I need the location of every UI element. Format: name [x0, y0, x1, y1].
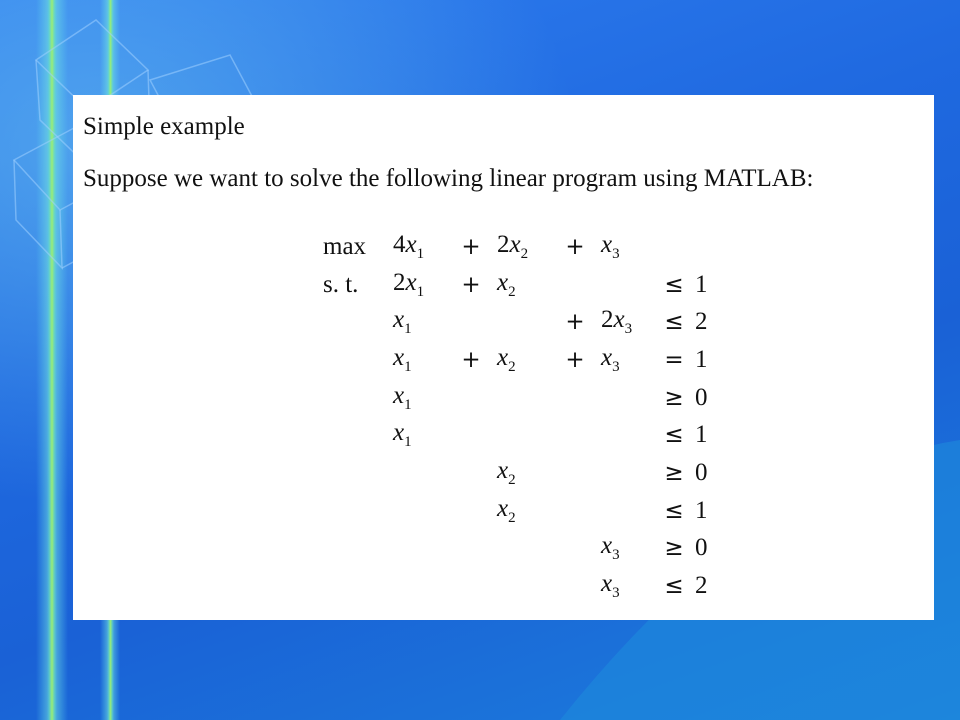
operator — [449, 492, 493, 530]
term-x2 — [493, 530, 553, 568]
operator — [449, 454, 493, 492]
operator — [553, 454, 597, 492]
term-x1 — [389, 266, 449, 304]
term-x2 — [493, 492, 553, 530]
lp-row — [319, 379, 725, 417]
term-x3 — [597, 454, 657, 492]
row-label: s. t. — [323, 270, 359, 298]
linear-program-body — [319, 228, 725, 605]
variable: x — [393, 381, 405, 409]
term-x2 — [493, 341, 553, 379]
row-label — [319, 567, 389, 605]
row-label: max — [323, 232, 367, 260]
subscript: 2 — [508, 471, 516, 488]
rhs-value: 2 — [695, 308, 708, 336]
operator — [449, 303, 493, 341]
term-x1 — [389, 303, 449, 341]
operator — [553, 530, 597, 568]
rhs-value: 1 — [695, 496, 708, 524]
term-x3 — [597, 266, 657, 304]
relation: ≤ — [664, 573, 684, 600]
term-x1 — [389, 228, 449, 266]
lp-row — [319, 228, 725, 266]
row-label — [319, 379, 389, 417]
relation: ≤ — [664, 422, 684, 449]
variable: x — [393, 306, 405, 334]
operator — [553, 379, 597, 417]
variable: x — [497, 456, 509, 484]
coefficient: 2 — [393, 268, 406, 296]
row-label — [319, 416, 389, 454]
operator: + — [461, 271, 481, 298]
variable: x — [509, 230, 521, 258]
subscript: 3 — [612, 585, 620, 602]
variable: x — [613, 306, 625, 334]
term-x1 — [389, 492, 449, 530]
subscript: 3 — [612, 547, 620, 564]
term-x1 — [389, 341, 449, 379]
rhs-value: 1 — [695, 345, 708, 373]
term-x3 — [597, 567, 657, 605]
operator: + — [565, 346, 585, 373]
lp-row — [319, 266, 725, 304]
operator — [449, 416, 493, 454]
subscript: 3 — [624, 321, 633, 338]
operator — [553, 266, 597, 304]
subscript: 3 — [612, 358, 620, 375]
relation: = — [664, 346, 684, 373]
lp-row — [319, 341, 725, 379]
subscript: 1 — [416, 283, 425, 300]
operator — [553, 567, 597, 605]
coefficient: 2 — [497, 230, 510, 258]
variable: x — [601, 230, 613, 258]
operator: + — [461, 346, 481, 373]
operator: + — [461, 233, 481, 260]
term-x2 — [493, 567, 553, 605]
term-x1 — [389, 416, 449, 454]
term-x2 — [493, 228, 553, 266]
term-x3 — [597, 416, 657, 454]
relation: ≥ — [664, 535, 684, 562]
linear-program — [319, 228, 725, 605]
operator: + — [565, 309, 585, 336]
glow-stripe — [47, 0, 57, 720]
operator — [449, 530, 493, 568]
subscript: 2 — [520, 245, 529, 262]
row-label — [319, 303, 389, 341]
lp-row — [319, 303, 725, 341]
row-label — [319, 492, 389, 530]
variable: x — [601, 532, 613, 560]
subscript: 1 — [404, 396, 412, 413]
relation — [657, 228, 691, 266]
rhs-value: 1 — [695, 421, 708, 449]
relation: ≤ — [664, 309, 684, 336]
rhs-value — [691, 228, 725, 266]
row-label — [319, 530, 389, 568]
slide-title: Simple example — [83, 113, 245, 140]
intro-text: Suppose we want to solve the following linear program using MATLAB: — [83, 165, 814, 192]
rhs-value: 0 — [695, 458, 708, 486]
operator — [553, 492, 597, 530]
rhs-value: 0 — [695, 383, 708, 411]
operator — [449, 379, 493, 417]
term-x3 — [597, 341, 657, 379]
row-label — [319, 341, 389, 379]
term-x3 — [597, 228, 657, 266]
term-x2 — [493, 416, 553, 454]
relation: ≤ — [664, 497, 684, 524]
relation: ≤ — [664, 271, 684, 298]
variable: x — [497, 494, 509, 522]
term-x2 — [493, 454, 553, 492]
term-x1 — [389, 379, 449, 417]
subscript: 1 — [404, 434, 412, 451]
subscript: 1 — [404, 321, 412, 338]
subscript: 2 — [508, 509, 516, 526]
term-x1 — [389, 454, 449, 492]
coefficient: 4 — [393, 230, 406, 258]
term-x2 — [493, 379, 553, 417]
variable: x — [497, 343, 509, 371]
operator: + — [565, 233, 585, 260]
term-x1 — [389, 530, 449, 568]
variable: x — [497, 268, 509, 296]
subscript: 2 — [508, 358, 516, 375]
lp-row — [319, 454, 725, 492]
term-x2 — [493, 303, 553, 341]
rhs-value: 2 — [695, 572, 708, 600]
variable: x — [405, 268, 417, 296]
row-label — [319, 454, 389, 492]
variable: x — [601, 343, 613, 371]
content-card — [73, 95, 934, 620]
term-x2 — [493, 266, 553, 304]
term-x3 — [597, 303, 657, 341]
variable: x — [393, 419, 405, 447]
lp-row — [319, 416, 725, 454]
relation: ≥ — [664, 459, 684, 486]
lp-row — [319, 492, 725, 530]
variable: x — [393, 343, 405, 371]
subscript: 2 — [508, 283, 516, 300]
term-x3 — [597, 530, 657, 568]
subscript: 3 — [612, 245, 620, 262]
subscript: 1 — [416, 245, 425, 262]
term-x1 — [389, 567, 449, 605]
lp-row — [319, 530, 725, 568]
operator — [449, 567, 493, 605]
lp-row — [319, 567, 725, 605]
operator — [553, 416, 597, 454]
rhs-value: 1 — [695, 270, 708, 298]
coefficient: 2 — [601, 306, 614, 334]
variable: x — [405, 230, 417, 258]
relation: ≥ — [664, 384, 684, 411]
variable: x — [601, 570, 613, 598]
term-x3 — [597, 492, 657, 530]
subscript: 1 — [404, 358, 412, 375]
rhs-value: 0 — [695, 534, 708, 562]
term-x3 — [597, 379, 657, 417]
